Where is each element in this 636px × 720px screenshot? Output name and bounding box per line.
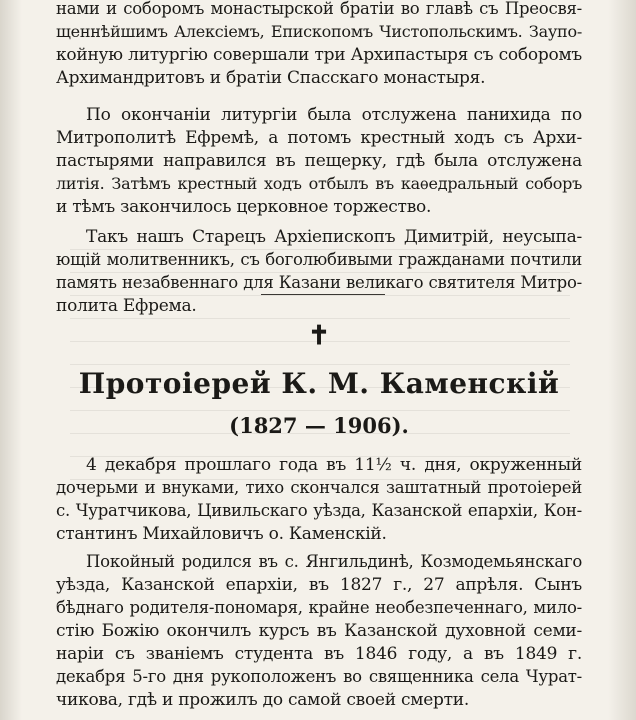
text-line: бѣднаго родителя-пономаря, крайне необезпеченнаго, мило-	[56, 598, 582, 617]
text-line: щеннѣйшимъ Алексiемъ, Епископомъ Чистопольскимъ. Заупо-	[56, 22, 582, 41]
text-line: литiя. Затѣмъ крестный ходъ отбылъ въ каѳедральный соборъ	[56, 174, 582, 193]
text-line: По окончанiи литургiи была отслужена панихида по	[86, 105, 582, 125]
text-line: память незабвеннаго для Казани великаго святителя Митро-	[56, 273, 582, 292]
text-line: и тѣмъ закончилось церковное торжество.	[56, 197, 432, 217]
scan-edge-left	[0, 0, 22, 720]
text-line: полита Ефрема.	[56, 296, 197, 316]
text-line: с. Чуратчикова, Цивильскаго уѣзда, Казанской епархiи, Кон-	[56, 501, 582, 520]
text-line: стiю Божiю окончилъ курсъ въ Казанской духовной семи-	[56, 621, 582, 641]
obituary-title: Протоiерей К. М. Каменскiй	[78, 367, 560, 400]
text-line: пастырями направился въ пещерку, гдѣ была отслужена	[56, 151, 582, 171]
text-line: Архимандритовъ и братiи Спасскаго монастыря.	[56, 68, 486, 88]
cross-icon: ✝	[308, 321, 330, 351]
text-line: койную литургiю совершали три Архипастыря съ соборомъ	[56, 45, 582, 65]
text-line: чикова, гдѣ и прожилъ до самой своей смерти.	[56, 690, 470, 710]
text-line: Митрополитѣ Ефремѣ, а потомъ крестный ходъ съ Архи-	[56, 128, 582, 148]
text-line: ющiй молитвенникъ, съ боголюбивыми гражданами почтили	[56, 250, 582, 269]
text-line: Такъ нашъ Старецъ Архiепископъ Димитрiй, неусыпа-	[86, 227, 582, 247]
text-line: Покойный родился въ с. Янгильдинѣ, Козмодемьянскаго	[86, 552, 582, 571]
section-divider	[261, 294, 385, 295]
text-line: декабря 5-го дня рукоположенъ во священника села Чурат-	[56, 667, 582, 686]
text-line: стантинъ Михайловичъ о. Каменскiй.	[56, 524, 387, 544]
text-line: нами и соборомъ монастырской братiи во главѣ съ Преосвя-	[56, 0, 582, 18]
text-line: дочерьми и внуками, тихо скончался заштатный протоiерей	[56, 478, 582, 497]
text-line: нарiи съ званiемъ студента въ 1846 году, а въ 1849 г.	[56, 644, 582, 664]
obituary-years: (1827 — 1906).	[229, 413, 409, 438]
text-line: уѣзда, Казанской епархiи, въ 1827 г., 27 апрѣля. Сынъ	[56, 575, 582, 595]
scan-edge-right	[608, 0, 636, 720]
text-line: 4 декабря прошлаго года въ 11½ ч. дня, окруженный	[86, 455, 582, 475]
book-page	[56, 0, 582, 720]
